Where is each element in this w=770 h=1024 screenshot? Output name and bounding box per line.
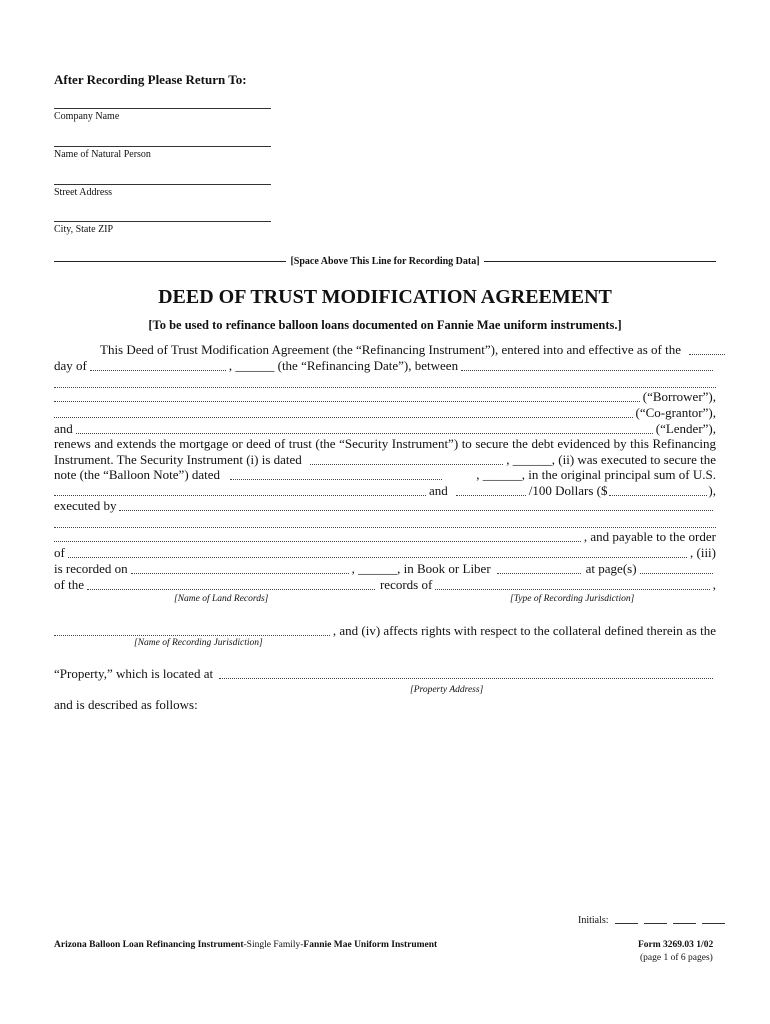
land-records-field[interactable] — [87, 589, 375, 590]
jurisdiction-row — [54, 623, 716, 639]
return-to-heading: After Recording Please Return To: — [54, 72, 247, 87]
company-name-label: Company Name — [54, 111, 120, 122]
executed-by-label: executed by — [54, 498, 117, 513]
executed-by-field[interactable] — [119, 510, 713, 511]
iv-affects-text: , and (iv) affects rights with respect to the collateral defined therein as the — [332, 623, 716, 638]
and-label: and — [54, 421, 73, 436]
document-title: DEED OF TRUST MODIFICATION AGREEMENT — [158, 286, 612, 308]
payable-row — [54, 529, 716, 545]
executed-by-line-2[interactable] — [54, 527, 716, 528]
parties-field[interactable] — [461, 370, 713, 371]
records-of-comma: , — [712, 577, 716, 592]
footer-page-number: (page 1 of 6 pages) — [640, 953, 713, 963]
street-address-label: Street Address — [54, 187, 113, 198]
document-subtitle: [To be used to refinance balloon loans documented on Fannie Mae uniform instruments.] — [148, 318, 622, 332]
property-address-field[interactable] — [219, 678, 713, 679]
initials-block — [578, 915, 725, 926]
recorded-on-label: is recorded on — [54, 561, 128, 576]
renews-row: renews and extends the mortgage or deed of trust (the “Security Instrument”) to secure the debt evidenced by this Refinancing — [54, 436, 716, 451]
cograntor-label: (“Co-grantor”), — [635, 405, 716, 420]
dollars-label: /100 Dollars ($ — [528, 483, 608, 498]
natural-person-label: Name of Natural Person — [54, 149, 151, 160]
footer-title-b: -Single Family- — [243, 940, 304, 950]
refi-date-text: , ______ (the “Refinancing Date”), between — [228, 358, 459, 373]
street-address-line[interactable] — [54, 184, 271, 185]
jurisdiction-type-caption: [Type of Recording Jurisdiction] — [510, 594, 635, 604]
borrower-label: (“Borrower”), — [642, 389, 716, 404]
of-the-label: of the — [54, 577, 84, 592]
initials-field-4[interactable] — [702, 923, 725, 924]
instrument-date-field[interactable] — [310, 464, 503, 465]
divider-right-rule — [484, 261, 716, 262]
cograntor-row — [54, 405, 716, 421]
property-address-caption: [Property Address] — [410, 685, 484, 695]
recording-divider — [54, 256, 716, 267]
amount-words-field[interactable] — [54, 495, 426, 496]
property-row — [54, 666, 716, 682]
amount-and-label: and — [429, 483, 448, 498]
initials-field-1[interactable] — [615, 923, 638, 924]
parties-line-1[interactable] — [54, 387, 716, 388]
city-state-zip-line[interactable] — [54, 221, 271, 222]
payable-text: , and payable to the order — [583, 529, 716, 544]
jurisdiction-name-field[interactable] — [54, 635, 330, 636]
city-state-zip-label: City, State ZIP — [54, 224, 114, 235]
jurisdiction-name-caption: [Name of Recording Jurisdiction] — [134, 638, 263, 648]
instrument-dated-label: Instrument. The Security Instrument (i) is dated — [54, 452, 302, 467]
intro-text: This Deed of Trust Modification Agreement (the “Refinancing Instrument”), entered into and effective as of the — [100, 342, 681, 357]
order-of-row — [54, 545, 716, 561]
at-pages-label: at page(s) — [585, 561, 637, 576]
cograntor-field[interactable] — [54, 417, 633, 418]
lender-field[interactable] — [76, 433, 653, 434]
footer-title-c: Fannie Mae Uniform Instrument — [303, 940, 438, 950]
in-book-text: , ______, in Book or Liber — [351, 561, 491, 576]
day-of-label: day of — [54, 358, 87, 373]
note-date-field[interactable] — [230, 479, 442, 480]
note-dated-row — [54, 467, 716, 483]
company-name-line[interactable] — [54, 108, 271, 109]
payable-field[interactable] — [54, 541, 581, 542]
described-text: and is described as follows: — [54, 697, 198, 712]
pages-field[interactable] — [640, 573, 713, 574]
book-field[interactable] — [497, 573, 581, 574]
order-of-field[interactable] — [68, 557, 687, 558]
recording-divider-text: [Space Above This Line for Recording Data] — [290, 256, 480, 267]
land-records-caption: [Name of Land Records] — [174, 594, 269, 604]
footer-form-title — [54, 940, 437, 950]
footer-title-a: Arizona Balloon Loan Refinancing Instrument — [54, 940, 244, 950]
records-of-row — [54, 577, 716, 593]
divider-left-rule — [54, 261, 286, 262]
property-located-label: “Property,” which is located at — [54, 666, 214, 681]
dollar-amount-field[interactable] — [609, 495, 708, 496]
recorded-date-field[interactable] — [131, 573, 349, 574]
initials-label: Initials: — [578, 915, 609, 926]
iii-text: , (iii) — [690, 545, 716, 560]
refi-date-row — [54, 358, 716, 374]
note-dated-label: note (the “Balloon Note”) dated — [54, 467, 221, 482]
recording-jurisdiction-type-field[interactable] — [435, 589, 709, 590]
amount-row — [54, 483, 716, 499]
lender-row — [54, 421, 716, 437]
of-label: of — [54, 545, 65, 560]
natural-person-line[interactable] — [54, 146, 271, 147]
cents-field[interactable] — [456, 495, 526, 496]
initials-field-3[interactable] — [673, 923, 696, 924]
borrower-field[interactable] — [54, 401, 640, 402]
lender-label: (“Lender”), — [655, 421, 716, 436]
recorded-on-row — [54, 561, 716, 577]
intro-row — [54, 342, 716, 358]
ii-executed-text: , ______, (ii) was executed to secure the — [506, 452, 716, 467]
footer-form-number: Form 3269.03 1/02 — [638, 940, 714, 950]
initials-field-2[interactable] — [644, 923, 667, 924]
executed-by-row — [54, 498, 716, 514]
records-of-label: records of — [379, 577, 433, 592]
instrument-dated-row — [54, 452, 716, 468]
original-principal-text: , ______, in the original principal sum of U.S. — [476, 467, 716, 482]
borrower-row — [54, 389, 716, 405]
refi-month-field[interactable] — [90, 370, 226, 371]
dollars-close: ), — [708, 483, 716, 498]
effective-day-field[interactable] — [689, 354, 725, 355]
